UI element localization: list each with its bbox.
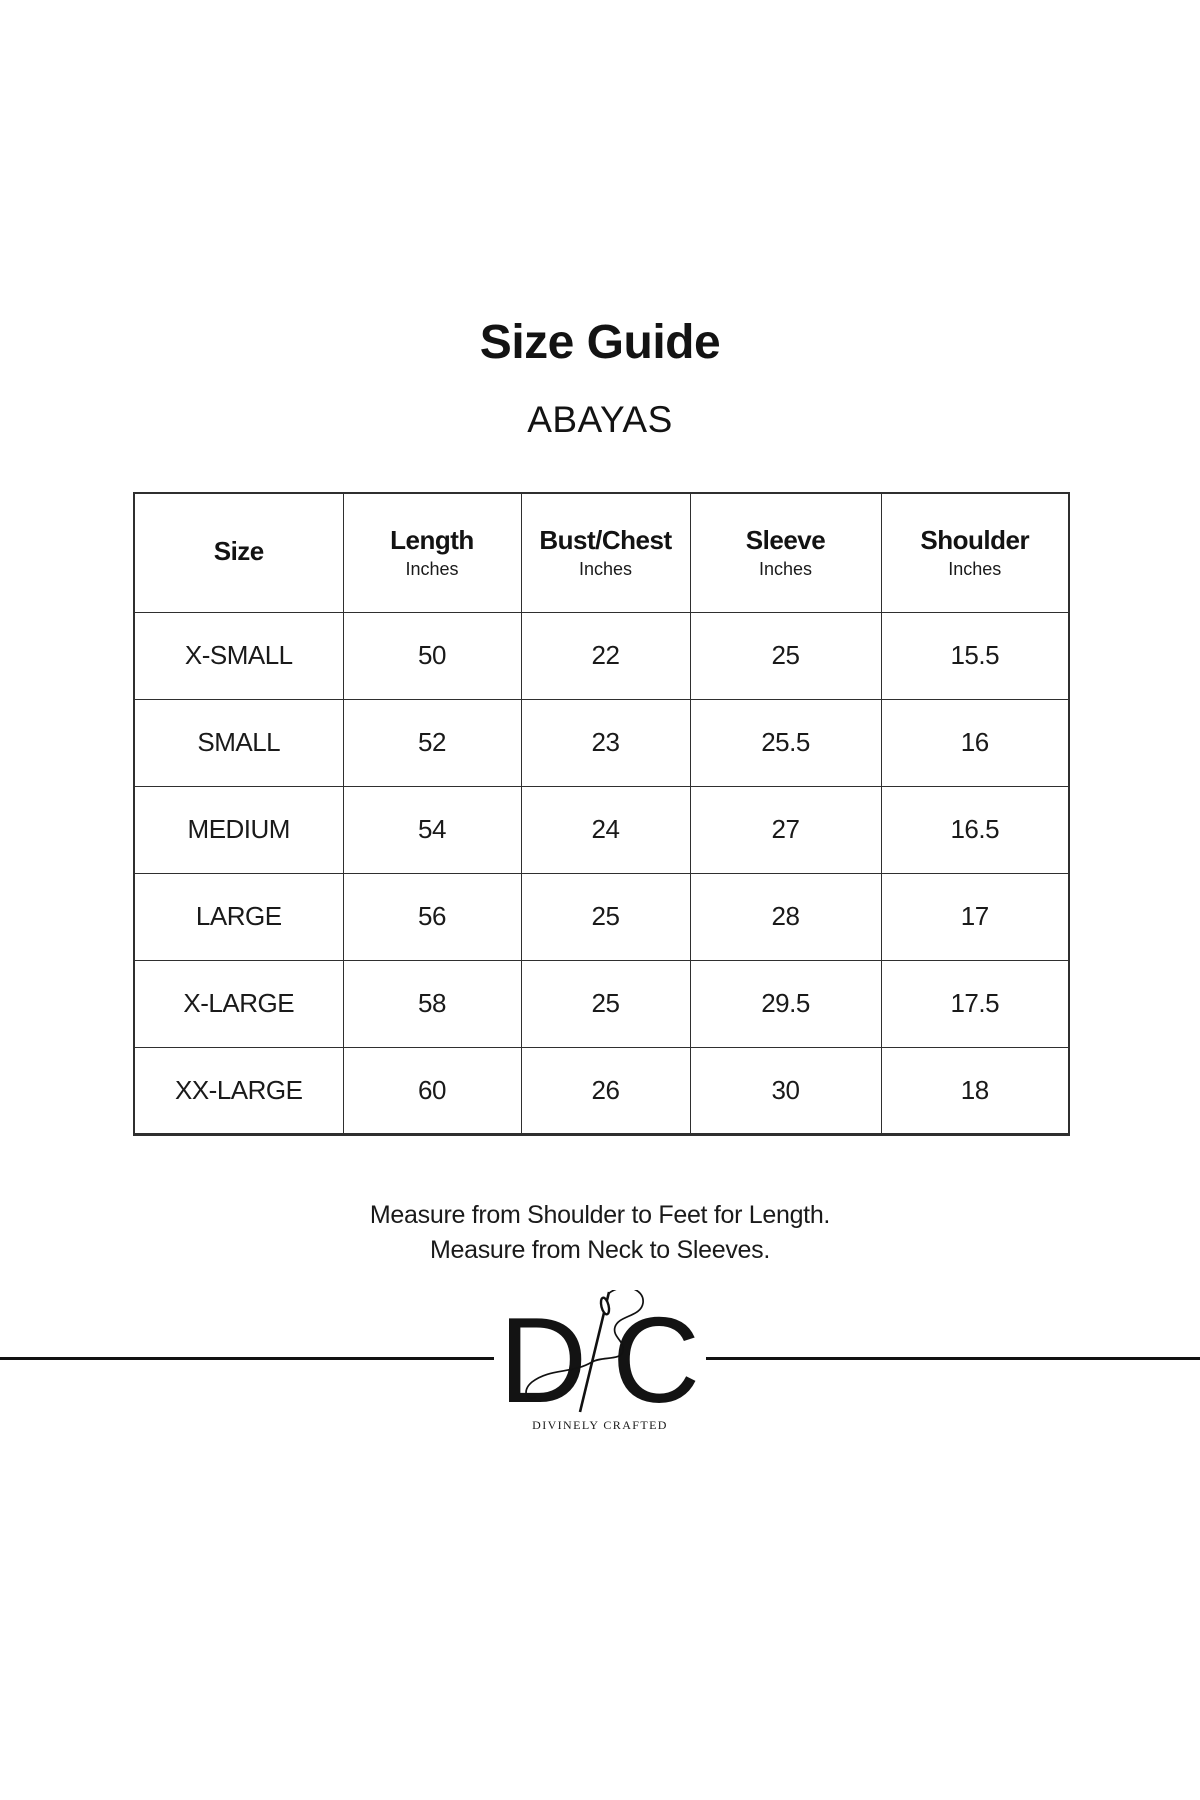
table-row-large — [134, 873, 1069, 960]
column-header-shoulder — [881, 493, 1069, 612]
cell-sleeve: 25.5 — [690, 699, 881, 786]
column-unit: Inches — [405, 559, 459, 580]
column-header-length — [343, 493, 521, 612]
column-label: Shoulder — [920, 525, 1030, 556]
column-label: Bust/Chest — [539, 525, 672, 556]
column-unit: Inches — [758, 559, 813, 580]
table-row-medium — [134, 786, 1069, 873]
cell-shoulder: 17.5 — [881, 960, 1069, 1047]
cell-shoulder: 16 — [881, 699, 1069, 786]
cell-shoulder: 15.5 — [881, 612, 1069, 699]
cell-length: 50 — [343, 612, 521, 699]
size-table-header-row — [134, 493, 1069, 612]
note-line-2: Measure from Neck to Sleeves. — [429, 1236, 771, 1264]
cell-sleeve: 28 — [690, 873, 881, 960]
logo-letter-c: C — [612, 1292, 701, 1418]
column-label: Sleeve — [745, 525, 826, 556]
cell-length: 60 — [343, 1047, 521, 1134]
column-label: Size — [213, 535, 264, 566]
page-title: Size Guide — [479, 316, 721, 369]
table-row-x-small — [134, 612, 1069, 699]
table-row-xx-large — [134, 1047, 1069, 1134]
table-row-x-large — [134, 960, 1069, 1047]
cell-sleeve: 30 — [690, 1047, 881, 1134]
size-table — [133, 492, 1070, 1136]
cell-bust-chest: 23 — [521, 699, 690, 786]
cell-bust-chest: 24 — [521, 786, 690, 873]
cell-size: MEDIUM — [134, 786, 343, 873]
table-row-small — [134, 699, 1069, 786]
cell-bust-chest: 25 — [521, 960, 690, 1047]
cell-shoulder: 18 — [881, 1047, 1069, 1134]
brand-name: DIVINELY CRAFTED — [532, 1418, 668, 1432]
cell-sleeve: 25 — [690, 612, 881, 699]
cell-size: X-SMALL — [134, 612, 343, 699]
cell-sleeve: 27 — [690, 786, 881, 873]
column-header-sleeve — [690, 493, 881, 612]
cell-length: 52 — [343, 699, 521, 786]
cell-size: LARGE — [134, 873, 343, 960]
cell-shoulder: 17 — [881, 873, 1069, 960]
cell-bust-chest: 26 — [521, 1047, 690, 1134]
column-header-bust-chest — [521, 493, 690, 612]
cell-length: 56 — [343, 873, 521, 960]
cell-size: SMALL — [134, 699, 343, 786]
cell-size: XX-LARGE — [134, 1047, 343, 1134]
cell-shoulder: 16.5 — [881, 786, 1069, 873]
column-unit: Inches — [948, 559, 1002, 580]
cell-bust-chest: 22 — [521, 612, 690, 699]
note-line-1: Measure from Shoulder to Feet for Length. — [369, 1201, 831, 1229]
logo-letter-d: D — [499, 1292, 588, 1418]
cell-length: 58 — [343, 960, 521, 1047]
cell-bust-chest: 25 — [521, 873, 690, 960]
measurement-notes — [0, 1198, 1200, 1268]
brand-logo — [0, 1290, 1200, 1418]
cell-sleeve: 29.5 — [690, 960, 881, 1047]
cell-length: 54 — [343, 786, 521, 873]
column-header-size — [134, 493, 343, 612]
column-unit: Inches — [578, 559, 633, 580]
column-label: Length — [390, 525, 474, 556]
page-subtitle: ABAYAS — [527, 399, 673, 440]
brand-logo-monogram — [494, 1290, 706, 1418]
cell-size: X-LARGE — [134, 960, 343, 1047]
